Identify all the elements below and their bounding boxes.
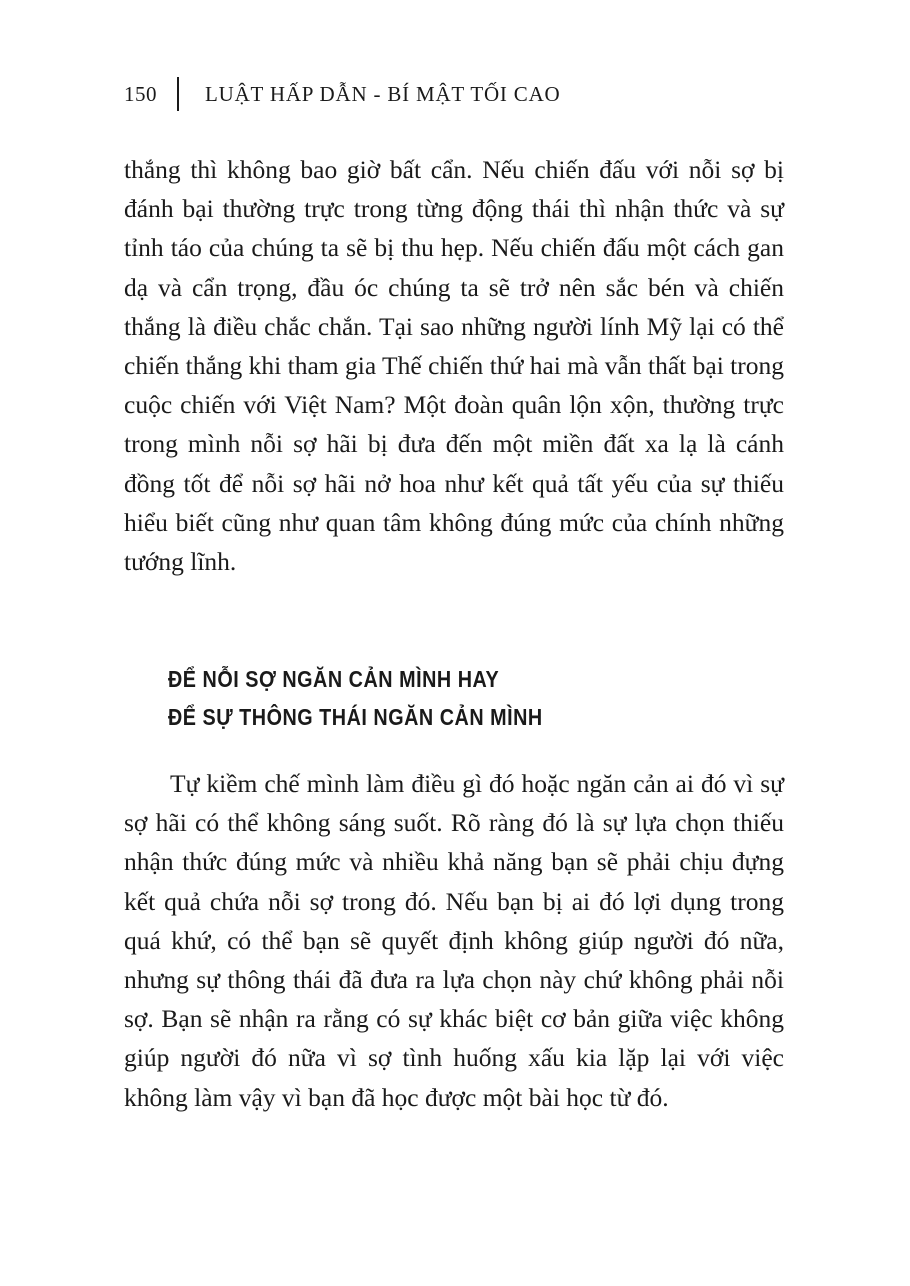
- section-heading-line-2: ĐỂ SỰ THÔNG THÁI NGĂN CẢN MÌNH: [168, 704, 543, 730]
- page-header: [124, 76, 561, 112]
- running-title: LUẬT HẤP DẪN - BÍ MẬT TỐI CAO: [205, 81, 561, 106]
- body-paragraph-2: Tự kiềm chế mình làm điều gì đó hoặc ngăn cản ai đó vì sự sợ hãi có thể không sáng suốt. Rõ ràng đó là sự lựa chọn thiếu nhận thức đúng mức và nhiều khả năng bạn sẽ phải chịu đựng kết quả chứa nỗi sợ trong đó. Nếu bạn bị ai đó lợi dụng trong quá khứ, có thể bạn sẽ quyết định không giúp người đó nữa, nhưng sự thông thái đã đưa ra lựa chọn này chứ không phải nỗi sợ. Bạn sẽ nhận ra rằng có sự khác biệt cơ bản giữa việc không giúp người đó nữa vì sợ tình huống xấu kia lặp lại với việc không làm vậy vì bạn đã học được một bài học từ đó.: [124, 769, 784, 1112]
- page-number: 150: [124, 81, 157, 106]
- body-paragraph-1: thắng thì không bao giờ bất cẩn. Nếu chiến đấu với nỗi sợ bị đánh bại thường trực trong từng động thái thì nhận thức và sự tỉnh táo của chúng ta sẽ bị thu hẹp. Nếu chiến đấu một cách gan dạ và cẩn trọng, đầu óc chúng ta sẽ trở nên sắc bén và chiến thắng là điều chắc chắn. Tại sao những người lính Mỹ lại có thể chiến thắng khi tham gia Thế chiến thứ hai mà vẫn thất bại trong cuộc chiến với Việt Nam? Một đoàn quân lộn xộn, thường trực trong mình nỗi sợ hãi bị đưa đến một miền đất xa lạ là cánh đồng tốt để nỗi sợ hãi nở hoa như kết quả tất yếu của sự thiếu hiểu biết cũng như quan tâm không đúng mức của chính những tướng lĩnh.: [124, 155, 784, 577]
- section-heading: [168, 660, 701, 736]
- section-heading-line-1: ĐỂ NỖI SỢ NGĂN CẢN MÌNH HAY: [168, 666, 500, 692]
- header-divider: [177, 77, 179, 111]
